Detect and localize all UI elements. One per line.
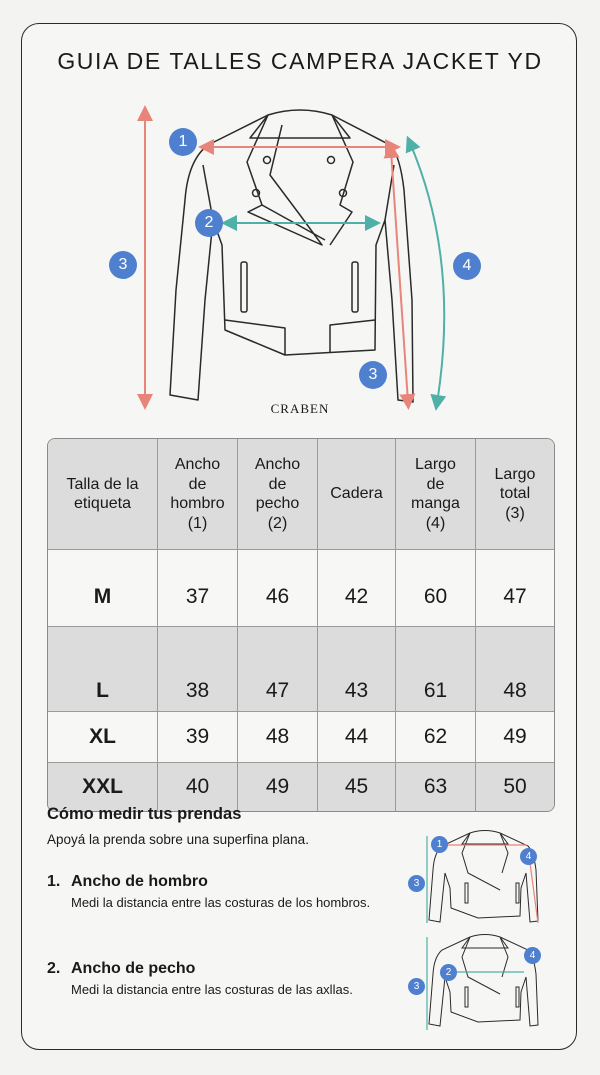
step-title: Ancho de pecho (71, 960, 196, 977)
value-cell: 43 (318, 627, 396, 712)
value-cell: 39 (158, 712, 238, 763)
thumb2-badge-4: 4 (524, 947, 541, 964)
header-sleeve: Largo de manga (4) (396, 439, 476, 550)
header-size: Talla de la etiqueta (48, 439, 158, 550)
value-cell: 61 (396, 627, 476, 712)
thumb1-badge-1: 1 (431, 836, 448, 853)
page-title: GUIA DE TALLES CAMPERA JACKET YD (57, 48, 543, 74)
value-cell: 63 (396, 763, 476, 811)
value-cell: 60 (396, 550, 476, 627)
size-cell: L (48, 627, 158, 712)
value-cell: 48 (238, 712, 318, 763)
step-number: 1. (47, 873, 61, 890)
step-title: Ancho de hombro (71, 873, 208, 890)
header-shoulder: Ancho de hombro (1) (158, 439, 238, 550)
badge-3-right: 3 (359, 361, 387, 389)
value-cell: 40 (158, 763, 238, 811)
size-cell: M (48, 550, 158, 627)
step-description: Medi la distancia entre las costuras de las axllas. (71, 982, 353, 997)
value-cell: 44 (318, 712, 396, 763)
value-cell: 47 (476, 550, 554, 627)
size-cell: XL (48, 712, 158, 763)
value-cell: 62 (396, 712, 476, 763)
table-row (48, 763, 554, 811)
badge-2: 2 (195, 209, 223, 237)
value-cell: 49 (476, 712, 554, 763)
badge-4: 4 (453, 252, 481, 280)
value-cell: 49 (238, 763, 318, 811)
value-cell: 48 (476, 627, 554, 712)
jacket-diagram (0, 95, 600, 425)
header-length: Largo total (3) (476, 439, 554, 550)
table-header-row (48, 439, 554, 550)
thumb2-badge-2: 2 (440, 964, 457, 981)
step-number: 2. (47, 960, 61, 977)
value-cell: 45 (318, 763, 396, 811)
value-cell: 46 (238, 550, 318, 627)
value-cell: 37 (158, 550, 238, 627)
thumb1-badge-3: 3 (408, 875, 425, 892)
value-cell: 38 (158, 627, 238, 712)
thumb1-badge-4: 4 (520, 848, 537, 865)
size-cell: XXL (48, 763, 158, 811)
brand-logo: CRABEN (270, 401, 330, 416)
header-hip: Cadera (318, 439, 396, 550)
step-description: Medi la distancia entre las costuras de los hombros. (71, 895, 371, 910)
thumb2-badge-3: 3 (408, 978, 425, 995)
value-cell: 42 (318, 550, 396, 627)
table-row (48, 712, 554, 763)
size-table (47, 438, 555, 812)
badge-3-left: 3 (109, 251, 137, 279)
badge-1: 1 (169, 128, 197, 156)
howto-subtitle: Apoyá la prenda sobre una superfina plana. (47, 832, 309, 847)
table-row (48, 627, 554, 712)
table-row (48, 550, 554, 627)
howto-title: Cómo medir tus prendas (47, 805, 242, 823)
value-cell: 50 (476, 763, 554, 811)
value-cell: 47 (238, 627, 318, 712)
header-chest: Ancho de pecho (2) (238, 439, 318, 550)
